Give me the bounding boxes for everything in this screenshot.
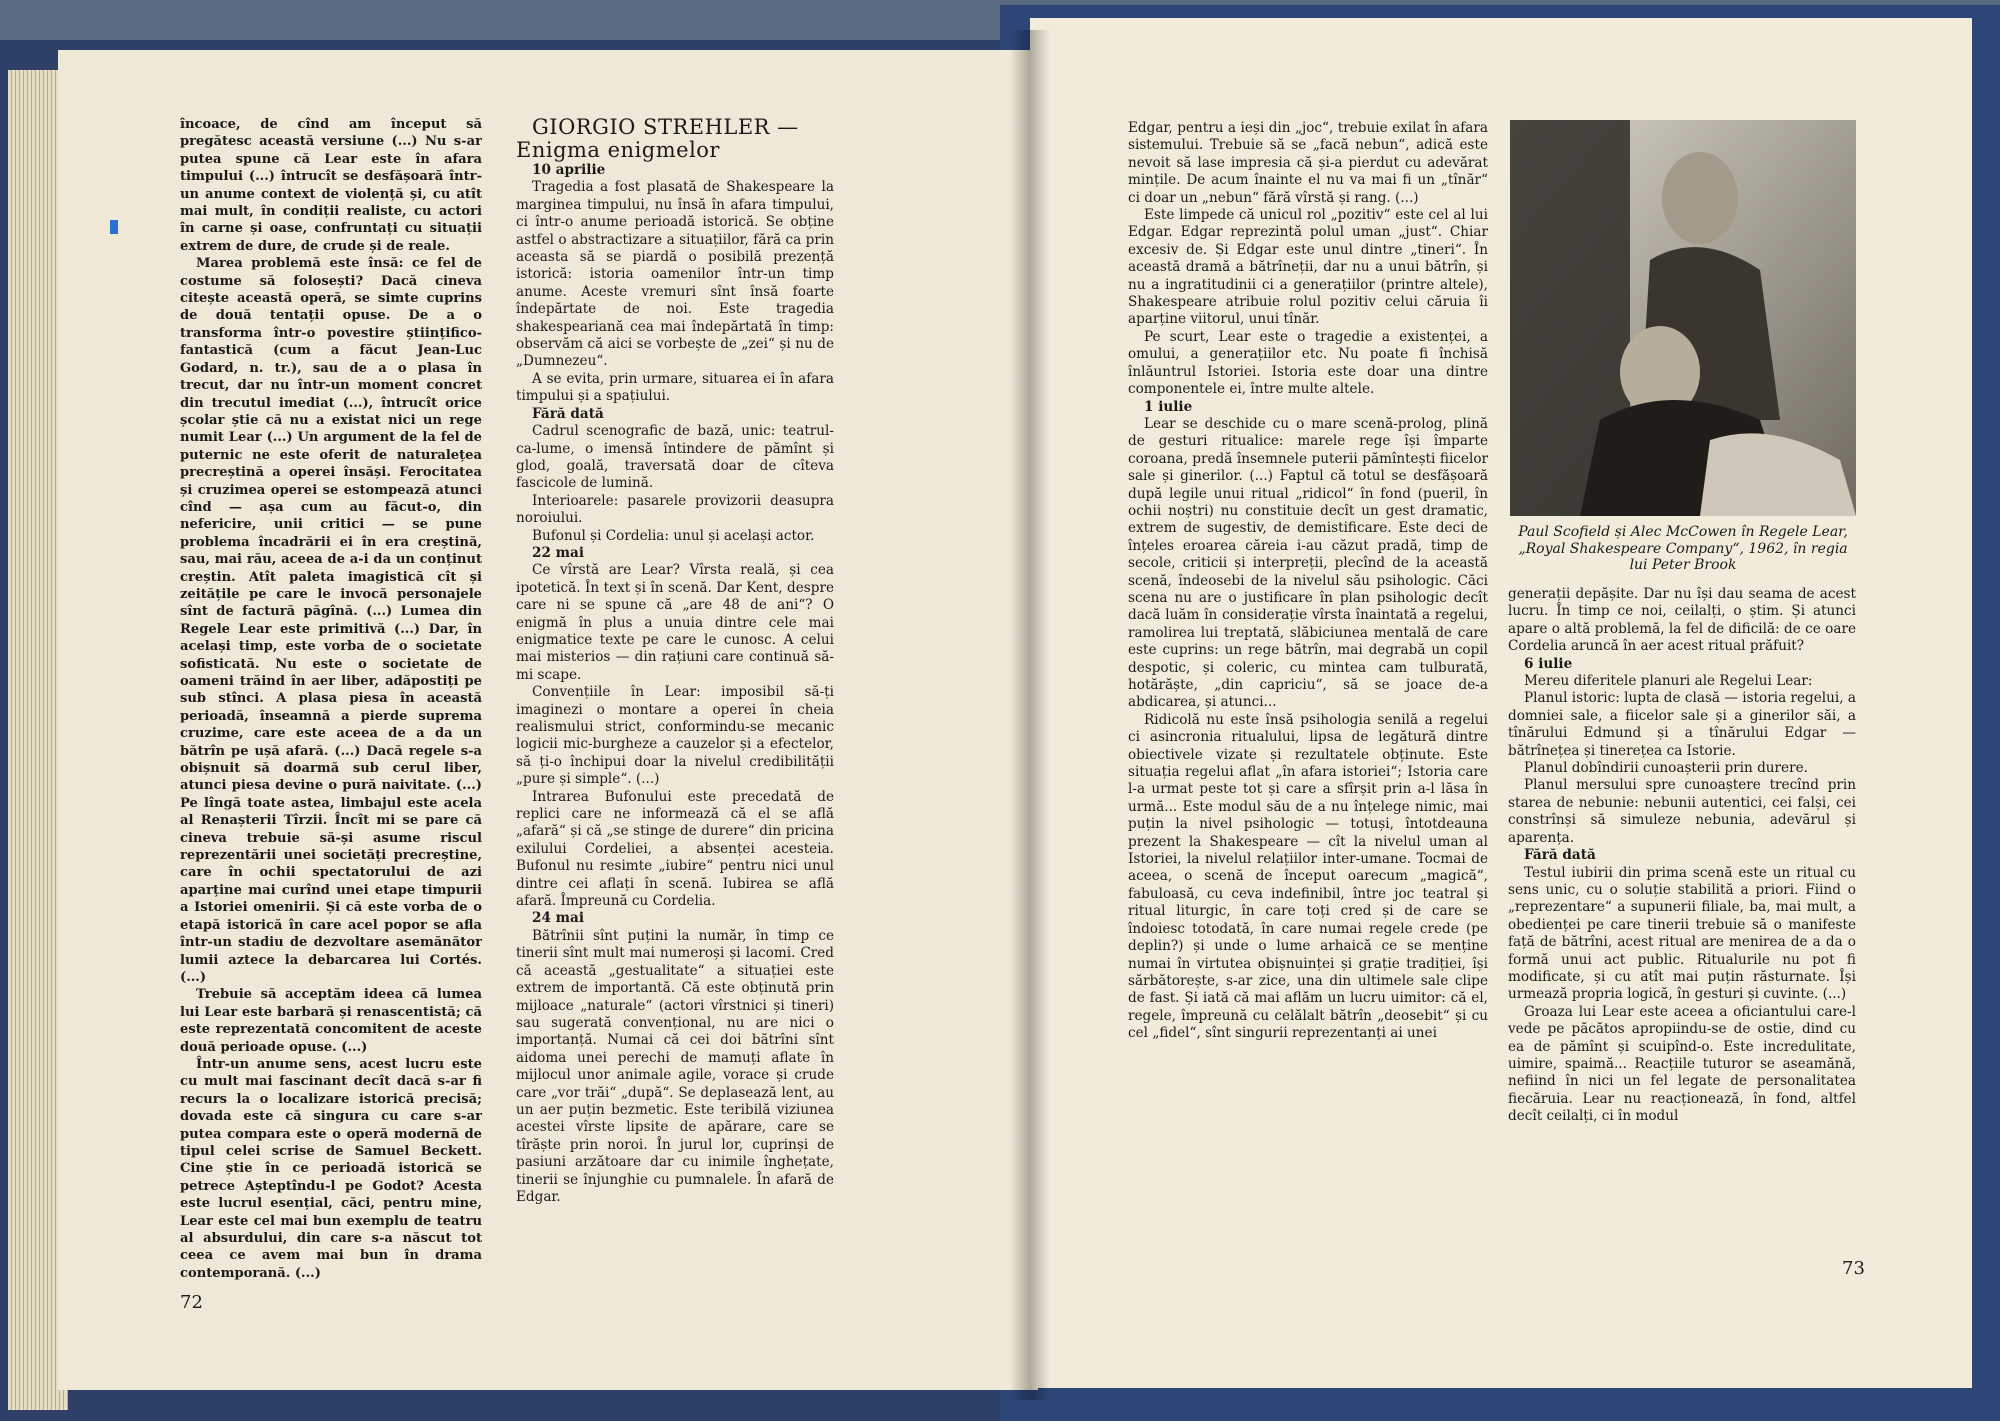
paragraph: Lear se deschide cu o mare scenă-prolog, plină de gesturi ritualice: marele rege își împarte coroana, predă însemnele puterii pămîntești fiicelor sale și ginerilor. (...) Faptul că totul se desfășoară după legile unui ritual „ridicol“ în fond (pueril, în ochii noștri) nu constituie decît un gest dramatic, extrem de sugestiv, de demistificare. Este deci de înțeles eroarea căreia i-au căzut pradă, timp de secole, criticii și interpreții, plecînd de la această scenă, îndeosebi de la nivelul său psihologic. Căci scena nu are o justificare în plan psihologic decît dacă luăm în considerație vîrsta înaintată a regelui, ramolirea lui treptată, slăbiciunea mentală de care este cuprins: un rege bătrîn, mai degrabă un copil despotic, și coleric, cu mintea cam tulburată, hotărăște, „din capriciu“, să se joace de-a abdicarea, și atunci... [1128,415,1488,711]
paragraph: generații depășite. Dar nu își dau seama de acest lucru. În timp ce noi, ceilalți, o știm. Și atunci apare o altă problemă, la fel de dificilă: de ce oare Cordelia aruncă în aer acest ritual prăfuit? [1508,586,1856,655]
page-number: 73 [1842,1258,1865,1279]
left-page [58,50,1038,1390]
diary-entries [1128,120,1488,1043]
paragraph: Trebuie să acceptăm ideea că lumea lui Lear este barbară și renascentistă; că este reprezentată concomitent de aceste două perioade opuse. (...) [180,987,482,1055]
paragraph: Planul istoric: lupta de clasă — istoria regelui, a domniei sale, a fiicelor sale și a ginerilor săi, a tînărului Edmund și a tînărului Edgar — bătrînețea și tinerețea ca Istorie. [1508,690,1856,759]
entry-date: Fără dată [1524,847,1596,864]
paragraph: Planul dobîndirii cunoașterii prin durere. [1524,760,1808,777]
production-photo [1510,120,1856,516]
page-number: 72 [180,1292,203,1313]
paragraph: Bătrînii sînt puțini la număr, în timp ce tinerii sînt mult mai numeroși și lacomi. Cred că această „gestualitate“ a situației este extrem de importantă. Că este obținută prin mijloace „naturale“ (actori vîrstnici și tineri) sau sugerată convențional, nu are nici o importanță. Numai că cei doi bătrîni sînt aidoma unei perechi de mamuți aflate în mijlocul unor animale agile, vorace și crude care „vor trăi“ „după“. Se deplasează lent, au un aer puțin bezmetic. Este teribilă viziunea acestei vîrste lipsite de apărare, care se tîrăște prin noroi. În jurul lor, cuprinși de pasiuni arzătoare dar cu inimile înghețate, tinerii se înjunghie cu pumnalele. În afară de Edgar. [516,927,834,1205]
paragraph: Interioarele: pasarele provizorii deasupra noroiului. [516,492,834,527]
paragraph: Tragedia a fost plasată de Shakespeare la marginea timpului, nu însă în afara timpului, ci într-o anume perioadă istorică. Se obține astfel o abstractizare a situațiilor, fără ca prin aceasta să se piardă o posibilă prezență istorică: istoria oamenilor într-un timp anume. Aceste vremuri sînt însă foarte îndepărtate de noi. Este tragedia shakespeariană cea mai îndepărtată în timp: observăm că aici se vorbește de „zei“ și nu de „Dumnezeu“. [516,179,834,370]
photo-caption: Paul Scofield și Alec McCowen în Regele Lear, „Royal Shakespeare Company“, 1962, în regia lui Peter Brook [1518,524,1848,573]
paragraph: Mereu diferitele planuri ale Regelui Lear: [1524,673,1813,690]
diary-entries [1508,586,1856,1126]
photo-image [1510,120,1856,516]
paragraph: Pe scurt, Lear este o tragedie a existenței, a omului, a generațiilor etc. Nu poate fi închisă înlăuntrul Istoriei. Istoria este doar una dintre componentele ei, între multe altele. [1128,328,1488,398]
paragraph: Într-un anume sens, acest lucru este cu mult mai fascinant decît dacă s-ar fi recurs la o localizare istorică precisă; dovada este că singura cu care s-ar putea compara este o operă modernă de tipul celei scrise de Samuel Beckett. Cine știe în ce perioadă istorică se petrece Așteptîndu-l pe Godot? Acesta este lucrul esențial, căci, pentru mine, Lear este cel mai bun exemplu de teatru al absurdului, din care s-a născut tot ceea ce avem mai bun în drama contemporană. (...) [180,1056,482,1281]
paragraph: Este limpede că unicul rol „pozitiv“ este cel al lui Edgar. Edgar reprezintă polul uman „just“. Chiar excesiv de. Și Edgar este unul dintre „tineri“. În această dramă a bătrîneții, dar nu a unui bătrîn, și nu a ingratitudinii ci a generațiilor (printre altele), Shakespeare atribuie rolul pozitiv celui căruia îi aparține viitorul, unui tînăr. [1128,207,1488,328]
book-gutter [1010,30,1050,1400]
entry-date: 6 iulie [1524,655,1573,672]
entry-date: Fără dată [532,405,604,422]
paragraph: Planul mersului spre cunoaștere trecînd prin starea de nebunie: nebunii autentici, cei falși, cei constrînși să simuleze nebunia, adevărul și aparența. [1508,777,1856,846]
diary-entries [516,162,834,1206]
paragraph: A se evita, prin urmare, situarea ei în afara timpului și a spațiului. [516,370,834,405]
paragraph: Ce vîrstă are Lear? Vîrsta reală, și cea ipotetică. În text și în scenă. Dar Kent, despre care ni se spune că „are 48 de ani“? O enigmă în plus a unuia dintre cele mai enigmatice texte pe care le cunosc. A celui mai misterios — din rațiuni care continuă să-mi scape. [516,562,834,683]
paragraph: Ridicolă nu este însă psihologia senilă a regelui ci asincronia ritualului, lipsa de legătură dintre obiectivele vizate și rezultatele obținute. Este situația regelui aflat „în afara istoriei“; Istoria care l-a urmat peste tot și care a sfîrșit prin a-l lăsa în urmă... Este modul său de a nu înțelege nimic, mai puțin la nivel psihologic — totuși, întotdeauna prezent la Shakespeare — cît la nivelul uman al Istoriei, la nivelul relațiilor inter-umane. Tocmai de aceea, o scenă de început oarecum „magică“, fabuloasă, cu ceva indefinibil, între joc teatral și ritual liturgic, în care toți cred și de care se îndoiesc totodată, în care numai regele crede (pe deplin?) și unde o lume arhaică ce se menține numai în virtutea obișnuinței și grație tradiției, își sărbătorește, s-ar zice, una din ultimele sale clipe de fast. Și iată că mai aflăm un lucru uimitor: că el, regele, împreună cu celălalt bătrîn „deosebit“ și cu cel „fidel“, sînt singurii reprezentanți ai unei [1128,711,1488,1042]
entry-date: 24 mai [532,910,585,927]
page-marker [110,220,118,234]
paragraph: Bufonul și Cordelia: unul și același actor. [532,527,815,544]
paragraph: Convențiile în Lear: imposibil să-ți imaginezi o montare a operei în cheia realismului strict, conformindu-se mecanic logicii mic-burgheze a cauzelor și a efectelor, să ți-o închipui doar la nivelul credibilității „pure și simple“. (...) [516,684,834,788]
article-heading: GIORGIO STREHLER — Enigma enigmelor [516,116,799,162]
paragraph: Edgar, pentru a ieși din „joc“, trebuie exilat în afara sistemului. Trebuie să se „facă nebun“, adică este nevoit să lase impresia că și-a pierdut cu adevărat mințile. De acum înainte el nu va mai fi un „tînăr“ ci doar un „nebun“ fără vîrstă și rang. (...) [1128,120,1488,206]
entry-date: 10 aprilie [532,162,606,178]
paragraph: Marea problemă este însă: ce fel de costume să folosești? Dacă cineva citește această operă, se simte cuprins de două tentații opuse. De a o transforma într-o povestire științifico-fantastică (cum a făcut Jean-Luc Godard, n. tr.), sau de a o plasa în trecut, dar nu într-un moment concret din trecutul imediat (...), întrucît orice școlar știe că nu a existat nici un rege numit Lear (...) Un argument de la fel de puternic ne este oferit de naturalețea precreștină a operei însăși. Ferocitatea și cruzimea operei se estompează atunci cînd — așa cum au făcut-o, din nefericire, unii critici — se pune problema încadrării ei în era creștină, sau, mai rău, aceea de a-i da un conținut creștin. Atît paleta imagistică cît și zeitățile pe care le invocă personajele sînt de factură păgînă. (...) Lumea din Regele Lear este primitivă (...) Dar, în același timp, este vorba de o societate sofisticată. Nu este o societate de oameni trăind în aer liber, adăpostiți pe sub stînci. A plasa piesa în această perioadă, înseamnă a pierde suprema cruzime, care este aceea de a da un bătrîn pe ușă afară. (...) Dacă regele s-a obișnuit să doarmă sub cerul liber, atunci piesa devine o pură naivitate. (...) Pe lîngă toate astea, limbajul este acela al Renașterii Tîrzii. Încît mi se pare că cineva trebuie să-și asume riscul reprezentării unei societăți precreștine, care în ochii spectatorului de azi aparține mai curînd unei etape timpurii a Istoriei omenirii. Și că este vorba de o etapă istorică în care acel popor se afla într-un stadiu de dezvoltare asemănător lumii aztece la debarcarea lui Cortés. (...) [180,256,482,985]
paragraph: Cadrul scenografic de bază, unic: teatrul-ca-lume, o imensă întindere de pămînt și glod, goală, traversată doar de cîteva fascicole de lumină. [516,423,834,492]
right-page [1030,18,1972,1388]
entry-date: 22 mai [532,544,585,561]
left-column-2 [516,116,834,1326]
paragraph: Groaza lui Lear este aceea a oficiantului care-l vede pe păcătos apropiindu-se de ostie, dind cu ea de pămînt și scuipînd-o. Este incredulitate, uimire, spaimă... Reacțiile tuturor se aseamănă, nefiind în nici un fel legate de personalitatea fiecăruia. Lear nu reacționează, în fond, altfel decît ceilalți, ci în modul [1508,1003,1856,1125]
entry-date: 1 iulie [1144,398,1193,415]
paragraph: Testul iubirii din prima scenă este un ritual cu sens unic, cu o soluție stabilită a priori. Fiind o „reprezentare“ a supunerii filiale, ba, mai mult, a obedienței pe care tinerii trebuie să o manifeste față de bătrîni, acest ritual are menirea de a da o formă unui act public. Ritualurile nu pot fi modificate, și cu atît mai puțin răsturnate. Își urmează propria logică, în gesturi și cuvinte. (...) [1508,864,1856,1003]
right-column-1 [1128,120,1488,1330]
paragraph: Intrarea Bufonului este precedată de replici care ne informează că el se află „afară“ și că „se stinge de durere“ din pricina exilului Cordeliei, a absenței acesteia. Bufonul nu resimte „iubire“ pentru nici unul dintre cei aflați în scenă. Iubirea se află afară. Împreună cu Cordelia. [516,788,834,910]
left-column-1 [180,116,482,1326]
right-column-2 [1508,586,1856,1386]
paragraph: încoace, de cînd am început să pregătesc această versiune (...) Nu s-ar putea spune că Lear este în afara timpului (...) întrucît se desfășoară într-un anume context de violență și, cu atît mai mult, în condiții realiste, cu actori în carne și oase, confruntați cu situații extrem de dure, de crude și de reale. [180,117,482,254]
